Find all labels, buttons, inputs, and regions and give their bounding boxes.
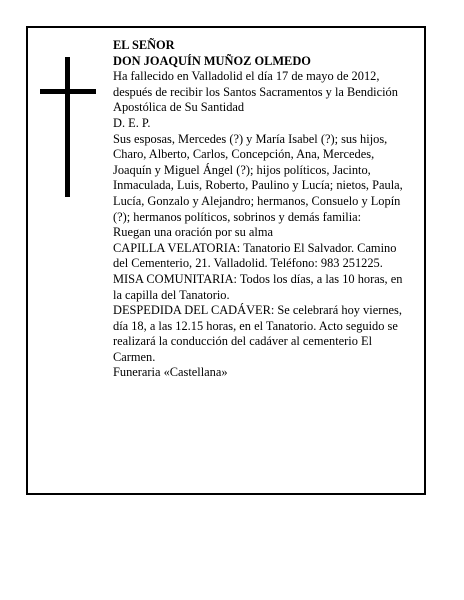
farewell-info: DESPEDIDA DEL CADÁVER: Se celebrará hoy viernes, día 18, a las 12.15 horas, en el Tanatorio. Acto seguido se realizará la conducción del cadáver al cementerio El Carmen. bbox=[113, 303, 402, 364]
dep-line: D. E. P. bbox=[113, 115, 151, 130]
mass-info: MISA COMUNITARIA: Todos los días, a las 10 horas, en la capilla del Tanatorio. bbox=[113, 271, 403, 302]
deceased-name: DON JOAQUÍN MUÑOZ OLMEDO bbox=[113, 53, 311, 68]
funeral-home: Funeraria «Castellana» bbox=[113, 365, 228, 380]
obituary-text bbox=[113, 38, 411, 381]
death-announcement: Ha fallecido en Valladolid el día 17 de mayo de 2012, después de recibir los Santos Sacramentos y la Bendición Apostólica de Su Santidad bbox=[113, 69, 398, 115]
family-list: Sus esposas, Mercedes (?) y María Isabel (?); sus hijos, Charo, Alberto, Carlos, Concepción, Ana, Mercedes, Joaquín y Miguel Ángel (?); hijos políticos, Jacinto, Inmaculada, Luis, Roberto, Paulino y Lucía; nietos, Paula, Lucía, Gonzalo y Alejandro; hermanos, Consuelo y Lopín (?); hermanos políticos, sobrinos y demás familia: bbox=[113, 131, 403, 224]
prayer-request: Ruegan una oración por su alma bbox=[113, 225, 273, 240]
latin-cross-icon bbox=[40, 57, 96, 197]
title-line-1: EL SEÑOR bbox=[113, 38, 175, 52]
chapel-info: CAPILLA VELATORIA: Tanatorio El Salvador. Camino del Cementerio, 21. Valladolid. Teléfono: 983 251225. bbox=[113, 240, 397, 271]
cross-horizontal-bar bbox=[40, 89, 96, 94]
cross-vertical-bar bbox=[65, 57, 70, 197]
